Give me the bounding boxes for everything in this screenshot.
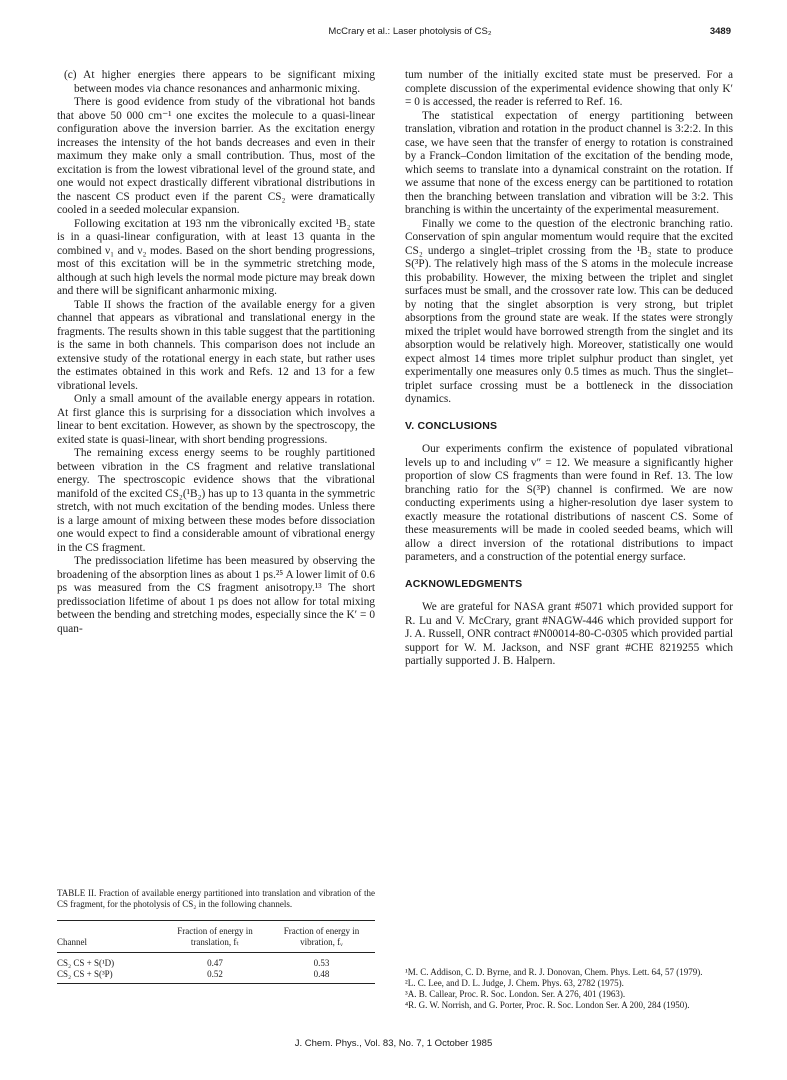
body-paragraph: Table II shows the fraction of the available energy for a given channel that appears as vibrational and translational energy in the fragments. The results shown in this table suggest that the partitioning is the same in both channels. This comparison does not include an extensive study of the rotational energy in each state, but rather uses the estimates obtained in this work and Refs. 12 and 13 for a few vibrational levels. <box>57 298 375 392</box>
table-ii <box>57 888 375 984</box>
table-header-cell: Channel <box>57 937 87 947</box>
table-row <box>57 953 375 970</box>
reference-item: ²L. C. Lee, and D. L. Judge, J. Chem. Phys. 63, 2782 (1975). <box>405 978 624 989</box>
body-paragraph: tum number of the initially excited state must be preserved. For a complete discussion of the experimental evidence showing that only K′ = 0 is accessed, the reader is referred to Ref. 16. <box>405 69 733 108</box>
table-cell: CS₂ CS + S(³P) <box>57 969 113 979</box>
running-head <box>0 26 787 40</box>
body-paragraph: The statistical expectation of energy partitioning between translation, vibration and rotation in the product channel is 3:2:2. In this case, we have seen that the transfer of energy to rotation is constrained by a Franck–Condon limitation of the excitation of the bending mode, which seems to translate into a dynamical constraint on the rotation. If we assume that none of the excess energy can be partitioned to rotation then the branching between translation and vibration will be 3:2. This branching is within the uncertainty of the experimental measurement. <box>405 109 733 216</box>
reference-item: ⁴R. G. W. Norrish, and G. Porter, Proc. R. Soc. London Ser. A 200, 284 (1950). <box>405 1000 690 1011</box>
reference-item: ¹M. C. Addison, C. D. Byrne, and R. J. Donovan, Chem. Phys. Lett. 64, 57 (1979). <box>405 967 703 977</box>
body-paragraph: There is good evidence from study of the vibrational hot bands that above 50 000 cm⁻¹ one excites the molecule to a quasi-linear configuration above the inversion barrier. As the excitation energy increases the intensity of the hot bands decreases and even in their maximum they make only a small contribution. Thus, most of the excitation is from the lowest vibrational level of the ground state, and one would not expect drastically different vibrational distributions in the nascent CS product even if the parent CS₂ were dramatically cooled in a seeded molecular expansion. <box>57 96 375 216</box>
running-title: McCrary et al.: Laser photolysis of CS₂ <box>328 26 492 37</box>
body-paragraph: The predissociation lifetime has been measured by observing the broadening of the absorption lines as about 1 ps.²⁵ A lower limit of 0.6 ps was measured from the CS fragment anisotropy.¹³ The short predissociation lifetime of about 1 ps does not allow for total mixing between the bending and stretching modes, especially since the K′ = 0 quan- <box>57 555 375 635</box>
left-column <box>57 69 375 636</box>
table-caption: TABLE II. Fraction of available energy partitioned into translation and vibration of the CS fragment, for the photolysis of CS₂ in the following channels. <box>57 888 375 909</box>
table-header-row <box>57 921 375 953</box>
right-column <box>405 69 733 669</box>
table-cell: 0.48 <box>313 969 330 979</box>
acknowledgments-paragraph: We are grateful for NASA grant #5071 which provided support for R. Lu and V. McCrary, grant #NAGW-446 which provided support for J. A. Russell, ONR contract #N00014-80-C-0305 which provided partial support for W. M. Jackson, and NSF grant #CHE 8219255 which partially supported J. B. Halpern. <box>405 601 733 667</box>
references <box>405 967 735 1011</box>
table-header-cell: Fraction of energy in translation, fₜ <box>177 926 253 947</box>
body-paragraph: Only a small amount of the available energy appears in rotation. At first glance this is surprising for a dissociation which involves a linear to bent excitation. However, as shown by the spectroscopy, the exited state is quasi-linear, with short bending progressions. <box>57 393 375 446</box>
conclusions-paragraph: Our experiments confirm the existence of populated vibrational levels up to and including v″ = 12. We measure a significantly higher proportion of slow CS fragments than were found in Ref. 13. The low branching ratio for the S(³P) channel is confirmed. We are now conducting experiments using a higher-resolution dye laser system to exactly measure the rotational distributions of nascent CS. Some of these measurements will be made in cooled seeded beams, which will allow a direct inversion of the rotational distributions to impact parameters, and a construction of the potential energy surface. <box>405 443 733 563</box>
table-cell: 0.47 <box>207 958 223 968</box>
body-paragraph: The remaining excess energy seems to be roughly partitioned between vibration in the CS fragment and relative translational energy. The spectroscopic evidence shows that the vibrational manifold of the excited CS₂(¹B₂) has up to 13 quanta in the symmetric stretch, with not much excitation of the bending modes. Unless there is a large amount of mixing between these modes before dissociation one would expect to find a considerable amount of vibrational energy in the CS fragment. <box>57 447 375 554</box>
table-cell: CS₂ CS + S(¹D) <box>57 958 115 968</box>
table-header-cell: Fraction of energy in vibration, fᵥ <box>283 926 360 947</box>
body-paragraph: Finally we come to the question of the electronic branching ratio. Conservation of spin angular momentum would require that the excited CS₂ undergo a singlet–triplet crossing from the ¹B₂ state to produce S(³P). The relatively high mass of the S atoms in the molecule increase this probability. However, the mixing between the triplet and singlet surfaces must be small, and the crossover rate low. This can be deduced by noting that the singlet absorption is very strong, but triplet absorptions from the ground state are weak. If the states were strongly mixed the triplet would have borrowed strength from the singlet and its absorption would be relatively high. Moreover, statistically one would expect almost 14 times more triplet sulphur product than singlet, yet experimentally one measures only 0.5 times as much. Thus the singlet–triplet surface crossing must be a bottleneck in the dissociation dynamics. <box>405 217 733 405</box>
data-table <box>57 920 375 984</box>
body-paragraph: (c) At higher energies there appears to be significant mixing between modes via chance resonances and anharmonic mixing. <box>64 69 375 95</box>
reference-item: ³A. B. Callear, Proc. R. Soc. London. Ser. A 276, 401 (1963). <box>405 989 626 1000</box>
acknowledgments-heading: ACKNOWLEDGMENTS <box>405 577 523 590</box>
table-row <box>57 969 375 984</box>
table-cell: 0.53 <box>313 958 330 968</box>
page-number: 3489 <box>709 26 731 37</box>
conclusions-heading: V. CONCLUSIONS <box>405 419 498 432</box>
table-cell: 0.52 <box>207 969 223 979</box>
body-paragraph: Following excitation at 193 nm the vibronically excited ¹B₂ state is in a quasi-linear configuration, with at least 13 quanta in the combined ν₁ and ν₂ modes. Based on the short bending progressions, most of this excitation will be in the symmetric stretching mode, although at such high levels the normal mode picture may break down and there will be significant anharmonic mixing. <box>57 217 375 297</box>
journal-footer: J. Chem. Phys., Vol. 83, No. 7, 1 October 1985 <box>294 1038 493 1049</box>
